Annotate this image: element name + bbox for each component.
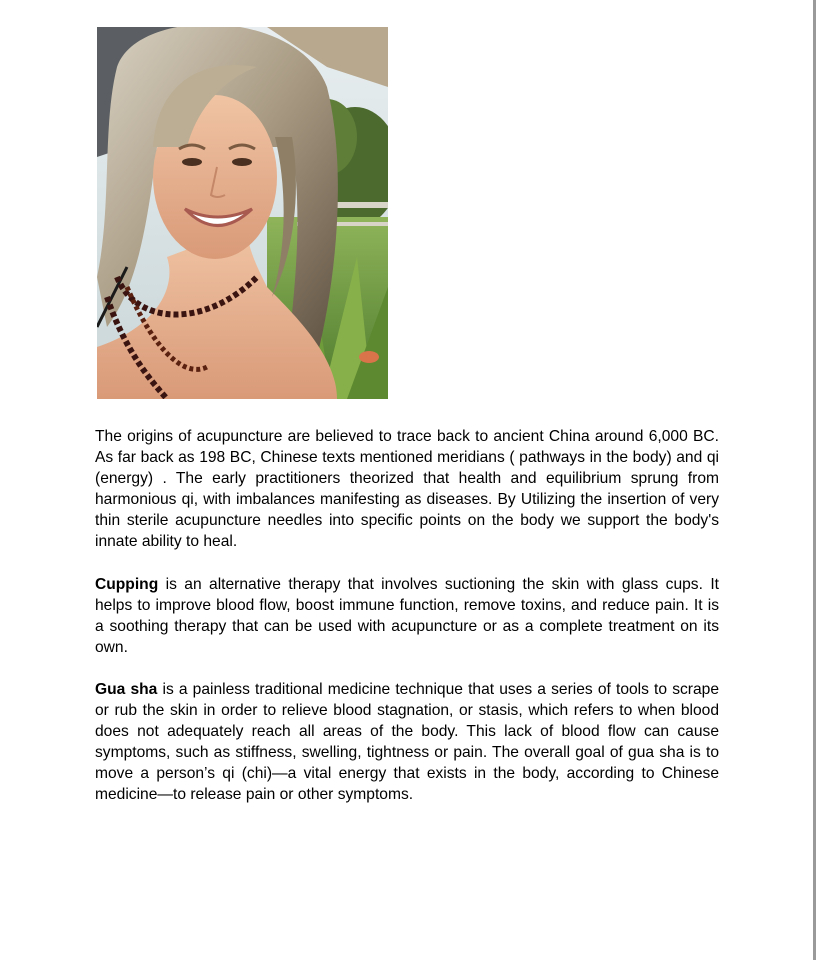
paragraph-text: The origins of acupuncture are believed to trace back to ancient China around 6,000 BC. As far back as 198 BC, Chinese texts mentioned meridians ( pathways in the body) and qi (energy) . The early practitioners theorized that health and equilibrium sprung from harmonious qi, with imbalances manifesting as diseases. By Utilizing the insertion of very thin sterile acupuncture needles into specific points on the body we support the body's innate ability to heal. <box>95 428 719 551</box>
paragraph-cupping <box>95 574 719 658</box>
paragraph-text: is a painless traditional medicine technique that uses a series of tools to scrape or rub the skin in order to relieve blood stagnation, or stasis, which refers to when blood does not adequately reach all areas of the body. This lack of blood flow can cause symptoms, such as stiffness, swelling, tightness or pain. The overall goal of gua sha is to move a person’s qi (chi)—a vital energy that exists in the body, according to Chinese medicine—to release pain or other symptoms. <box>95 680 720 804</box>
portrait-image <box>97 27 388 399</box>
paragraph-lead-gua-sha: Gua sha <box>95 680 158 698</box>
portrait-photo <box>97 27 388 399</box>
article-body <box>95 426 719 827</box>
paragraph-gua-sha <box>95 679 719 806</box>
paragraph-acupuncture <box>95 426 719 553</box>
paragraph-lead-cupping: Cupping <box>95 575 159 593</box>
paragraph-text: is an alternative therapy that involves suctioning the skin with glass cups. It helps to improve blood flow, boost immune function, remove toxins, and reduce pain. It is a soothing therapy that can be used with acupuncture or as a complete treatment on its own. <box>95 575 719 656</box>
